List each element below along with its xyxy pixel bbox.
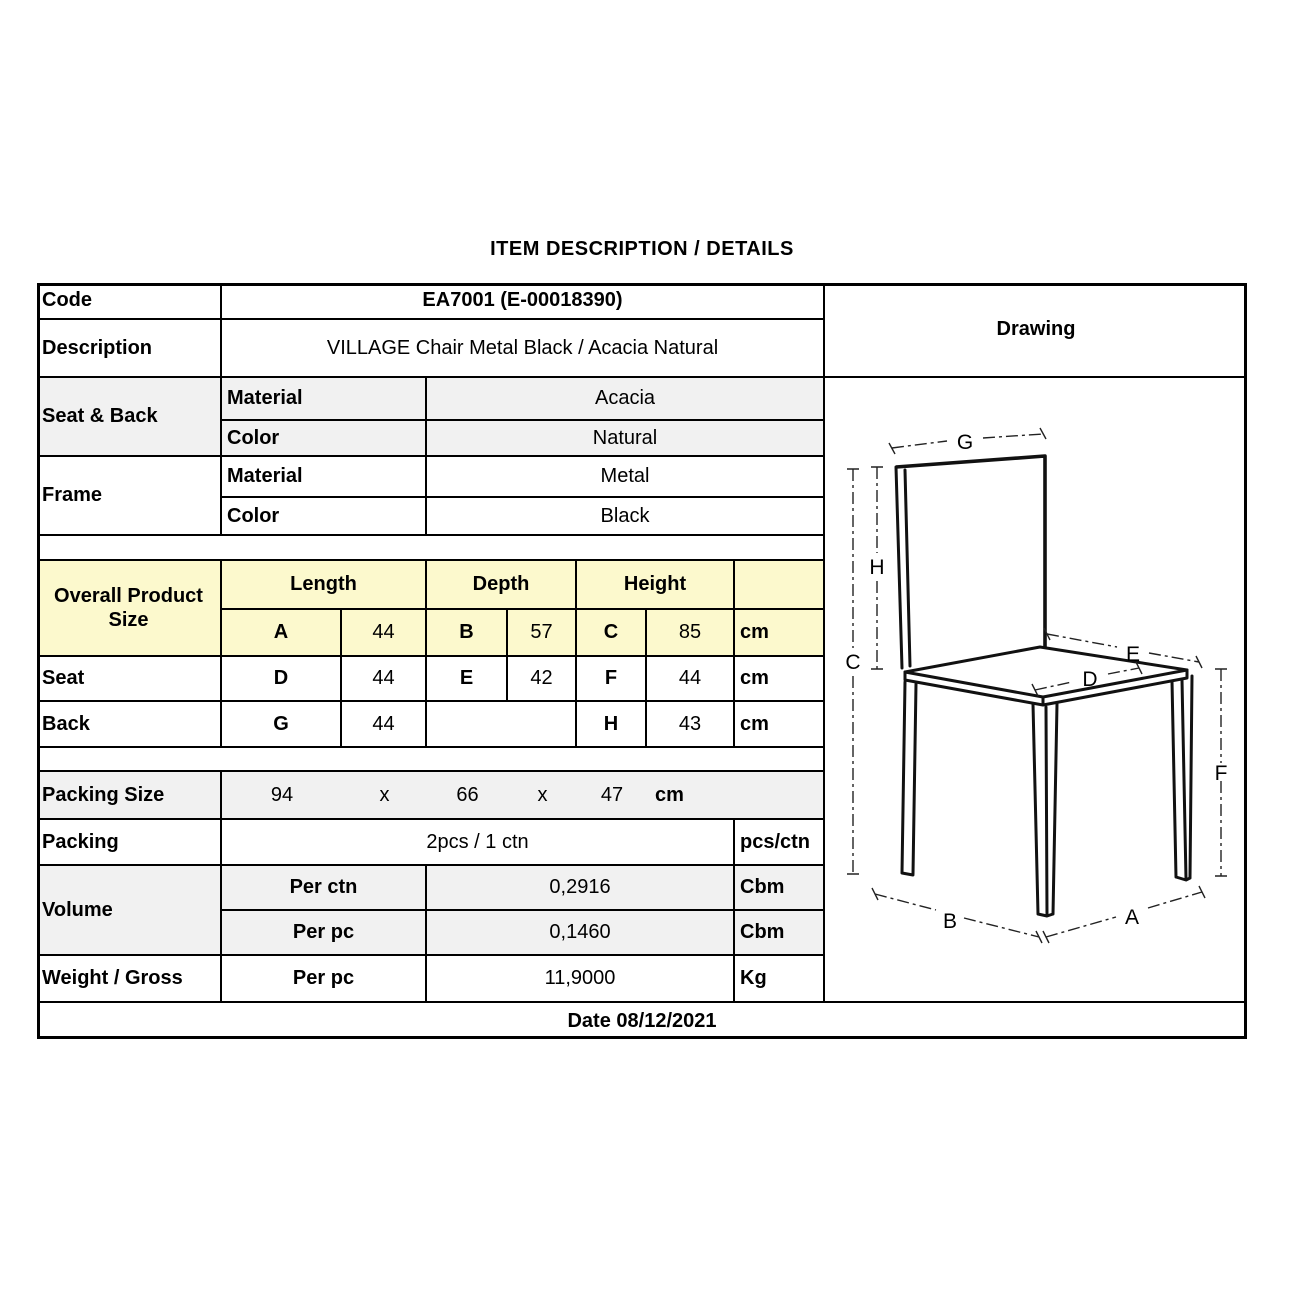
dim-label-A: A	[1124, 906, 1140, 929]
dim-label-B: B	[942, 910, 958, 933]
dim-label-E: E	[1125, 643, 1141, 666]
code-label: Code	[37, 283, 222, 320]
overall-val-c: 85	[647, 610, 735, 657]
description-label: Description	[37, 320, 222, 378]
volume-perpc-unit: Cbm	[735, 911, 825, 956]
drawing-header: Drawing	[825, 283, 1247, 378]
overall-key-a: A	[222, 610, 342, 657]
frame-material-key: Material	[222, 457, 427, 498]
seat-key-f: F	[577, 657, 647, 702]
chair-seat-top	[905, 647, 1187, 697]
seat-back-color-key: Color	[222, 421, 427, 457]
packing-size-x: x	[537, 783, 548, 806]
chair-leg-rear-left	[902, 682, 916, 875]
packing-size-unit: cm	[655, 783, 684, 806]
overall-key-b: B	[427, 610, 508, 657]
dim-label-D: D	[1082, 668, 1098, 691]
back-key-h: H	[577, 702, 647, 748]
back-val-h: 43	[647, 702, 735, 748]
packing-label: Packing	[37, 820, 222, 866]
packing-size-item: 66	[456, 783, 479, 806]
volume-perctn-value: 0,2916	[427, 866, 735, 911]
overall-val-a: 44	[342, 610, 427, 657]
volume-perpc-value: 0,1460	[427, 911, 735, 956]
overall-size-label-line2: Size	[108, 609, 149, 631]
details-table	[37, 283, 1247, 1039]
dim-tick-E	[1044, 628, 1202, 668]
size-header-height: Height	[577, 561, 735, 610]
spacer-row-1	[37, 536, 825, 561]
chair-backrest-left-edge	[896, 467, 902, 668]
back-key-g: G	[222, 702, 342, 748]
volume-perctn-unit: Cbm	[735, 866, 825, 911]
seat-row-label: Seat	[37, 657, 222, 702]
overall-size-label	[37, 561, 222, 657]
chair-backrest-top-right	[896, 456, 1045, 647]
back-val-g: 44	[342, 702, 427, 748]
seat-back-label: Seat & Back	[37, 378, 222, 457]
weight-value: 11,9000	[427, 956, 735, 1003]
packing-size-x: x	[379, 783, 390, 806]
seat-back-color-value: Natural	[427, 421, 825, 457]
weight-label: Weight / Gross	[37, 956, 222, 1003]
chair-drawing	[825, 378, 1247, 1002]
page-title: ITEM DESCRIPTION / DETAILS	[490, 238, 794, 260]
packing-unit: pcs/ctn	[735, 820, 825, 866]
seat-val-e: 42	[508, 657, 577, 702]
frame-color-value: Black	[427, 498, 825, 536]
overall-val-b: 57	[508, 610, 577, 657]
seat-back-material-key: Material	[222, 378, 427, 421]
packing-size-item: 94	[270, 783, 294, 806]
frame-material-value: Metal	[427, 457, 825, 498]
dim-label-G: G	[956, 431, 974, 454]
seat-val-d: 44	[342, 657, 427, 702]
size-header-empty	[735, 561, 825, 610]
back-unit: cm	[735, 702, 825, 748]
packing-size-value	[222, 772, 825, 820]
chair-backrest-post-edge	[905, 470, 910, 666]
weight-key: Per pc	[222, 956, 427, 1003]
code-value: EA7001 (E-00018390)	[222, 283, 825, 320]
drawing-cell	[825, 378, 1247, 1003]
packing-value: 2pcs / 1 ctn	[222, 820, 735, 866]
seat-key-d: D	[222, 657, 342, 702]
weight-unit: Kg	[735, 956, 825, 1003]
frame-color-key: Color	[222, 498, 427, 536]
chair-leg-front-right	[1172, 676, 1192, 880]
description-value: VILLAGE Chair Metal Black / Acacia Natural	[222, 320, 825, 378]
overall-key-c: C	[577, 610, 647, 657]
seat-unit: cm	[735, 657, 825, 702]
chair-leg-front	[1033, 704, 1057, 916]
volume-label: Volume	[37, 866, 222, 956]
date-row: Date 08/12/2021	[37, 1003, 1247, 1039]
dim-label-C: C	[845, 651, 861, 674]
seat-key-e: E	[427, 657, 508, 702]
back-row-label: Back	[37, 702, 222, 748]
volume-perctn-key: Per ctn	[222, 866, 427, 911]
size-header-length: Length	[222, 561, 427, 610]
overall-unit: cm	[735, 610, 825, 657]
back-empty-cell	[427, 702, 577, 748]
overall-size-label-line1: Overall Product	[54, 585, 203, 607]
dim-label-F: F	[1214, 762, 1228, 785]
spacer-row-2	[37, 748, 825, 772]
packing-size-label: Packing Size	[37, 772, 222, 820]
dim-line-E	[1047, 634, 1199, 662]
size-header-depth: Depth	[427, 561, 577, 610]
volume-perpc-key: Per pc	[222, 911, 427, 956]
dim-label-H: H	[869, 556, 885, 579]
seat-val-f: 44	[647, 657, 735, 702]
frame-label: Frame	[37, 457, 222, 536]
packing-size-item: 47	[600, 783, 624, 806]
seat-back-material-value: Acacia	[427, 378, 825, 421]
